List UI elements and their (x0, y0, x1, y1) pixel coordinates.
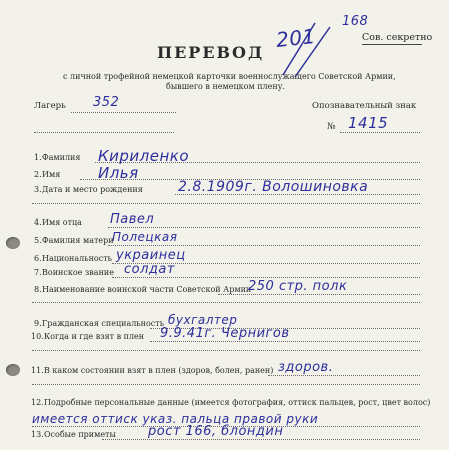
handwritten-number: 201 (274, 23, 317, 53)
punch-hole (6, 364, 20, 376)
field-value: Илья (98, 164, 139, 182)
field-line (102, 439, 420, 440)
field-number: 7. (34, 268, 42, 277)
field-value: солдат (124, 262, 175, 277)
tag-no-label: № (327, 122, 336, 132)
field-number: 8. (34, 285, 42, 294)
blank-line (32, 384, 420, 385)
subtitle-line-1: с личной трофейной немецкой карточки военнослужащего Советской Армии, (63, 72, 396, 81)
field-label: Национальность (42, 254, 112, 263)
document-title: ПЕРЕВОД (157, 43, 265, 62)
field-number: 10. (31, 332, 44, 341)
field-line (108, 245, 420, 246)
field-line (112, 277, 420, 278)
classification-underline (362, 44, 422, 45)
field-number: 9. (34, 319, 42, 328)
field-number: 6. (34, 254, 42, 263)
tag-label: Опознавательный знак (312, 101, 417, 111)
field-line (218, 294, 420, 295)
field-label: Наименование воинской части Советской Армии (42, 285, 252, 294)
field-line (95, 162, 420, 163)
field-value: бухгалтер (168, 313, 238, 327)
field-value: украинец (116, 248, 186, 263)
field-value: Кириленко (98, 147, 190, 165)
field-value: Павел (110, 212, 155, 227)
field-line (175, 194, 420, 195)
field-number: 3. (34, 185, 42, 194)
field-number: 1. (34, 153, 42, 162)
camp-value: 352 (93, 95, 120, 110)
field-value: 2.8.1909г. Волошиновка (178, 179, 369, 195)
field-label: Когда и где взят в плен (44, 332, 145, 341)
blank-line (32, 203, 420, 204)
field-number: 11. (31, 366, 44, 375)
field-value: рост 166, блондин (148, 424, 284, 439)
field-number: 12. (31, 398, 44, 407)
field-value: Полецкая (112, 230, 178, 244)
field-line (108, 227, 420, 228)
field-number: 2. (34, 170, 42, 179)
field-label: Фамилия (42, 153, 81, 162)
field-label: Гражданская специальность (42, 319, 165, 328)
field-line (150, 341, 420, 342)
blank-line (32, 350, 420, 351)
field-label: Имя (42, 170, 61, 179)
camp-line (71, 112, 176, 113)
punch-hole (6, 237, 20, 249)
field-value: 9.9.41г. Чернигов (160, 326, 290, 341)
subtitle-line-2: бывшего в немецком плену. (166, 82, 285, 91)
field-label: Воинское звание (42, 268, 114, 277)
field-value: имеется оттиск указ. пальца правой руки (32, 412, 319, 426)
field-number: 5. (34, 236, 42, 245)
camp-label: Лагерь (34, 101, 66, 111)
blank-line (34, 132, 174, 133)
tag-value: 1415 (348, 114, 389, 132)
field-number: 4. (34, 218, 42, 227)
classification-stamp: Сов. секретно (362, 32, 433, 43)
field-number: 13. (31, 430, 44, 439)
field-label: Подробные персональные данные (имеется фотография, оттиск пальцев, рост, цвет волос) (44, 398, 431, 407)
handwritten-number: 168 (342, 14, 369, 29)
field-label: Дата и место рождения (42, 185, 143, 194)
field-label: Имя отца (42, 218, 82, 227)
tag-line (340, 132, 420, 133)
blank-line (32, 302, 420, 303)
field-line (268, 375, 420, 376)
field-label: Фамилия матери (42, 236, 114, 245)
field-label: В каком состоянии взят в плен (здоров, болен, ранен) (44, 366, 274, 375)
field-value: 250 стр. полк (248, 279, 348, 294)
field-value: здоров. (278, 360, 334, 375)
field-label: Особые приметы (44, 430, 116, 439)
